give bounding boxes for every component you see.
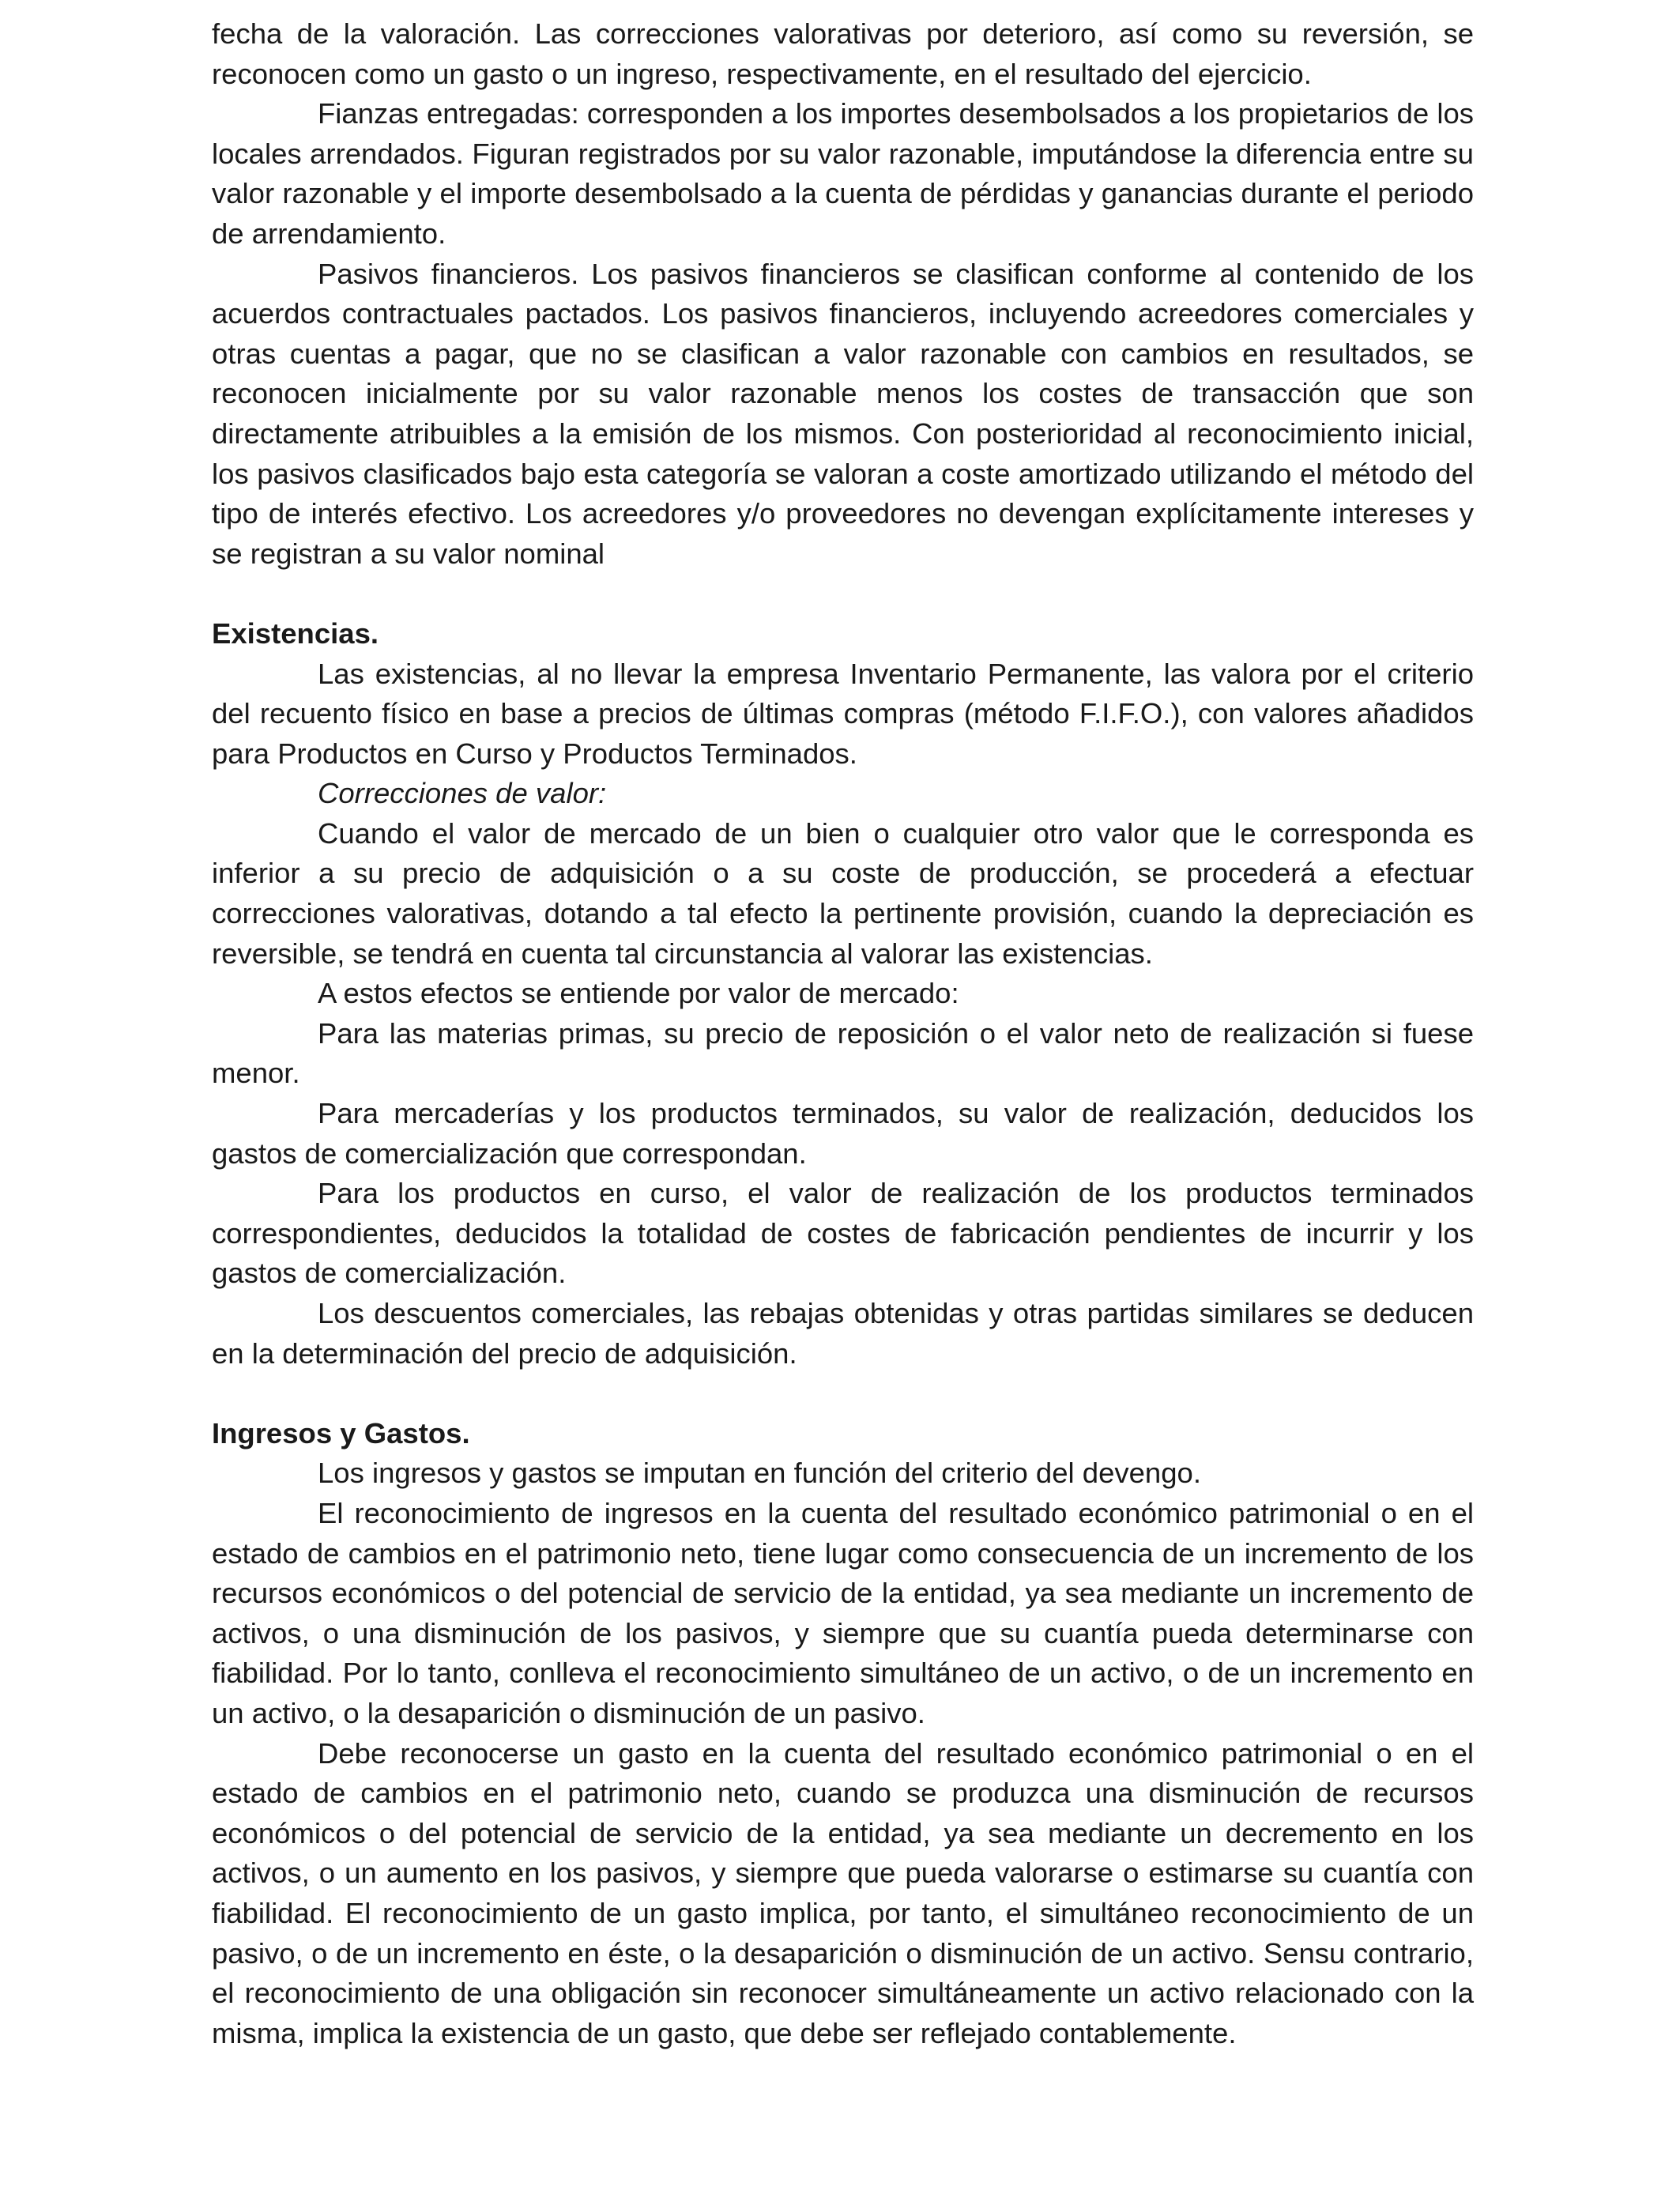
paragraph-ingresos-1: Los ingresos y gastos se imputan en función del criterio del devengo. (318, 1457, 1201, 1490)
paragraph-ingresos-2: El reconocimiento de ingresos en la cuenta del resultado económico patrimonial o en el estado de cambios en el patrimonio neto, tiene lugar como consecuencia de un incremento de los recursos económicos o del potencial de servicio de la entidad, ya sea mediante un incremento de activos, o una disminución de los pasivos, y siempre que su cuantía pueda determinarse con fiabilidad. Por lo tanto, conlleva el reconocimiento simultáneo de un activo, o de un incremento en un activo, o la desaparición o disminución de un pasivo. (212, 1496, 1474, 1729)
heading-existencias: Existencias. (212, 616, 379, 650)
paragraph-existencias-2: Cuando el valor de mercado de un bien o cualquier otro valor que le corresponda es inferior a su precio de adquisición o a su coste de producción, se procederá a efectuar correcciones valorativas, dotando a tal efecto la pertinente provisión, cuando la depreciación es reversible, se tendrá en cuenta tal circunstancia al valorar las existencias. (212, 816, 1474, 970)
section-spacer (212, 574, 1474, 614)
heading-ingresos-gastos: Ingresos y Gastos. (212, 1416, 470, 1449)
paragraph-pasivos: Pasivos financieros. Los pasivos financieros se clasifican conforme al contenido de los acuerdos contractuales pactados. Los pasivos financieros, incluyendo acreedores comerciales y otras cuentas a pagar, que no se clasifican a valor razonable con cambios en resultados, se reconocen inicialmente por su valor razonable menos los costes de transacción que son directamente atribuibles a la emisión de los mismos. Con posterioridad al reconocimiento inicial, los pasivos clasificados bajo esta categoría se valoran a coste amortizado utilizando el método del tipo de interés efectivo. Los acreedores y/o proveedores no devengan explícitamente intereses y se registran a su valor nominal (212, 257, 1474, 570)
section-spacer (212, 1374, 1474, 1414)
paragraph-existencias-3: A estos efectos se entiende por valor de mercado: (318, 977, 959, 1010)
subheading-correcciones: Correcciones de valor: (318, 777, 607, 810)
paragraph-continuation: fecha de la valoración. Las correcciones valorativas por deterioro, así como su reversión, se reconocen como un gasto o un ingreso, respectivamente, en el resultado del ejercicio. (212, 17, 1474, 90)
paragraph-ingresos-3: Debe reconocerse un gasto en la cuenta del resultado económico patrimonial o en el estado de cambios en el patrimonio neto, cuando se produzca una disminución de recursos económicos o del potencial de servicio de la entidad, ya sea mediante un decremento en los activos, o un aumento en los pasivos, y siempre que pueda valorarse o estimarse su cuantía con fiabilidad. El reconocimiento de un gasto implica, por tanto, el simultáneo reconocimiento de un pasivo, o de un incremento en éste, o la desaparición o disminución de un activo. Sensu contrario, el reconocimiento de una obligación sin reconocer simultáneamente un activo relacionado con la misma, implica la existencia de un gasto, que debe ser reflejado contablemente. (212, 1736, 1474, 2049)
document-page (212, 14, 1474, 2053)
paragraph-existencias-1: Las existencias, al no llevar la empresa Inventario Permanente, las valora por el criterio del recuento físico en base a precios de últimas compras (método F.I.F.O.), con valores añadidos para Productos en Curso y Productos Terminados. (212, 657, 1474, 770)
paragraph-existencias-5: Para mercaderías y los productos terminados, su valor de realización, deducidos los gastos de comercialización que correspondan. (212, 1097, 1474, 1170)
paragraph-existencias-7: Los descuentos comerciales, las rebajas obtenidas y otras partidas similares se deducen en la determinación del precio de adquisición. (212, 1297, 1474, 1370)
paragraph-fianzas: Fianzas entregadas: corresponden a los importes desembolsados a los propietarios de los locales arrendados. Figuran registrados por su valor razonable, imputándose la diferencia entre su valor razonable y el importe desembolsado a la cuenta de pérdidas y ganancias durante el periodo de arrendamiento. (212, 97, 1474, 250)
paragraph-existencias-4: Para las materias primas, su precio de reposición o el valor neto de realización si fuese menor. (212, 1016, 1474, 1090)
paragraph-existencias-6: Para los productos en curso, el valor de realización de los productos terminados correspondientes, deducidos la totalidad de costes de fabricación pendientes de incurrir y los gastos de comercialización. (212, 1177, 1474, 1290)
